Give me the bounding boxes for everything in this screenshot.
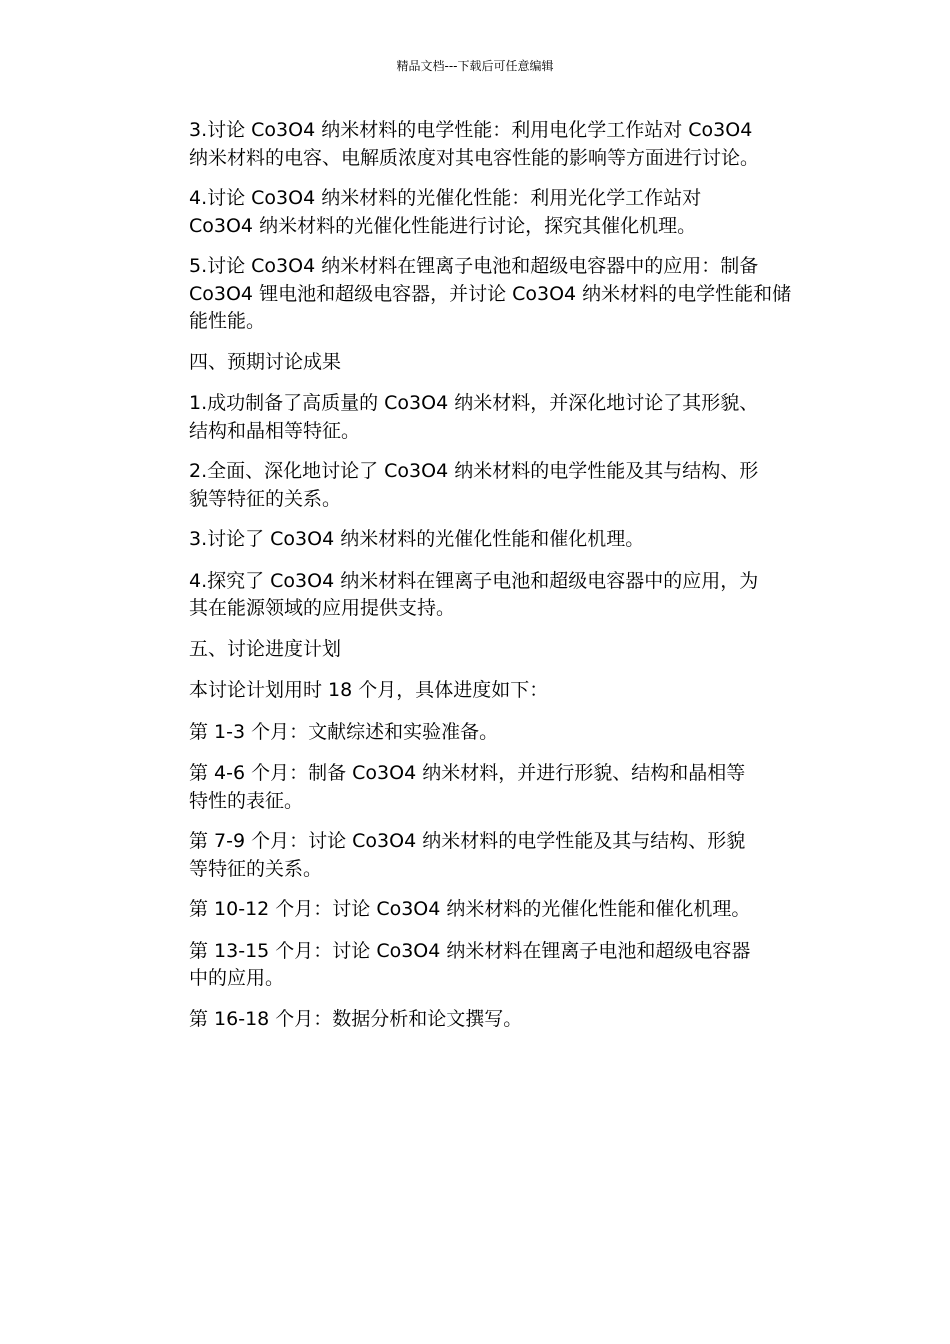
schedule-item-months-16-18 (145, 1006, 810, 1034)
text-line: 4.探究了 Co3O4 纳米材料在锂离子电池和超级电容器中的应用，为 (189, 569, 759, 592)
paragraph-battery-application (145, 253, 810, 336)
text-line: 第 7-9 个月：讨论 Co3O4 纳米材料的电学性能及其与结构、形貌 (189, 830, 746, 852)
text-line: 其在能源领域的应用提供支持。 (189, 597, 456, 619)
result-item-2 (145, 458, 810, 513)
document-body (145, 117, 810, 1047)
text-line: 等特征的关系。 (189, 857, 323, 880)
schedule-item-months-10-12 (145, 896, 810, 924)
page-header: 精品文档---下载后可任意编辑 (396, 59, 554, 73)
text-line: 2.全面、深化地讨论了 Co3O4 纳米材料的电学性能及其与结构、形 (189, 460, 759, 482)
text-line: 特性的表征。 (189, 789, 304, 812)
section-heading-expected-results (145, 349, 810, 377)
schedule-item-months-7-9 (145, 828, 810, 883)
result-item-3 (145, 526, 810, 554)
paragraph-photocatalytic-performance (145, 185, 810, 240)
schedule-intro (145, 677, 810, 705)
text-line: 第 16-18 个月：数据分析和论文撰写。 (189, 1007, 523, 1030)
text-line: 结构和晶相等特征。 (189, 419, 361, 442)
text-line: 第 1-3 个月：文献综述和实验准备。 (189, 720, 499, 743)
schedule-item-months-4-6 (145, 760, 810, 815)
text-line: 纳米材料的电容、电解质浓度对其电容性能的影响等方面进行讨论。 (189, 146, 760, 169)
text-line: 1.成功制备了高质量的 Co3O4 纳米材料，并深化地讨论了其形貌、 (189, 392, 759, 414)
result-item-4 (145, 568, 810, 623)
text-line: 4.讨论 Co3O4 纳米材料的光催化性能：利用光化学工作站对 (189, 187, 702, 209)
text-line: 第 4-6 个月：制备 Co3O4 纳米材料，并进行形貌、结构和晶相等 (189, 762, 746, 784)
text-line: 第 13-15 个月：讨论 Co3O4 纳米材料在锂离子电池和超级电容器 (189, 939, 751, 962)
text-line: 能性能。 (189, 310, 266, 332)
result-item-1 (145, 390, 810, 445)
schedule-item-months-13-15 (145, 938, 810, 993)
text-line: 5.讨论 Co3O4 纳米材料在锂离子电池和超级电容器中的应用：制备 (189, 255, 759, 277)
text-line: Co3O4 锂电池和超级电容器，并讨论 Co3O4 纳米材料的电学性能和储 (189, 282, 792, 305)
text-line: 3.讨论 Co3O4 纳米材料的电学性能：利用电化学工作站对 Co3O4 (189, 119, 753, 141)
section-heading-schedule (145, 636, 810, 664)
section-heading: 四、预期讨论成果 (189, 350, 342, 373)
text-line: 3.讨论了 Co3O4 纳米材料的光催化性能和催化机理。 (189, 528, 645, 550)
text-line: 第 10-12 个月：讨论 Co3O4 纳米材料的光催化性能和催化机理。 (189, 898, 751, 920)
text-line: Co3O4 纳米材料的光催化性能进行讨论，探究其催化机理。 (189, 214, 697, 237)
paragraph-electrical-performance (145, 117, 810, 172)
schedule-item-months-1-3 (145, 719, 810, 747)
text-line: 本讨论计划用时 18 个月，具体进度如下： (189, 679, 549, 701)
section-heading: 五、讨论进度计划 (189, 637, 342, 660)
text-line: 中的应用。 (189, 967, 285, 989)
text-line: 貌等特征的关系。 (189, 487, 342, 510)
